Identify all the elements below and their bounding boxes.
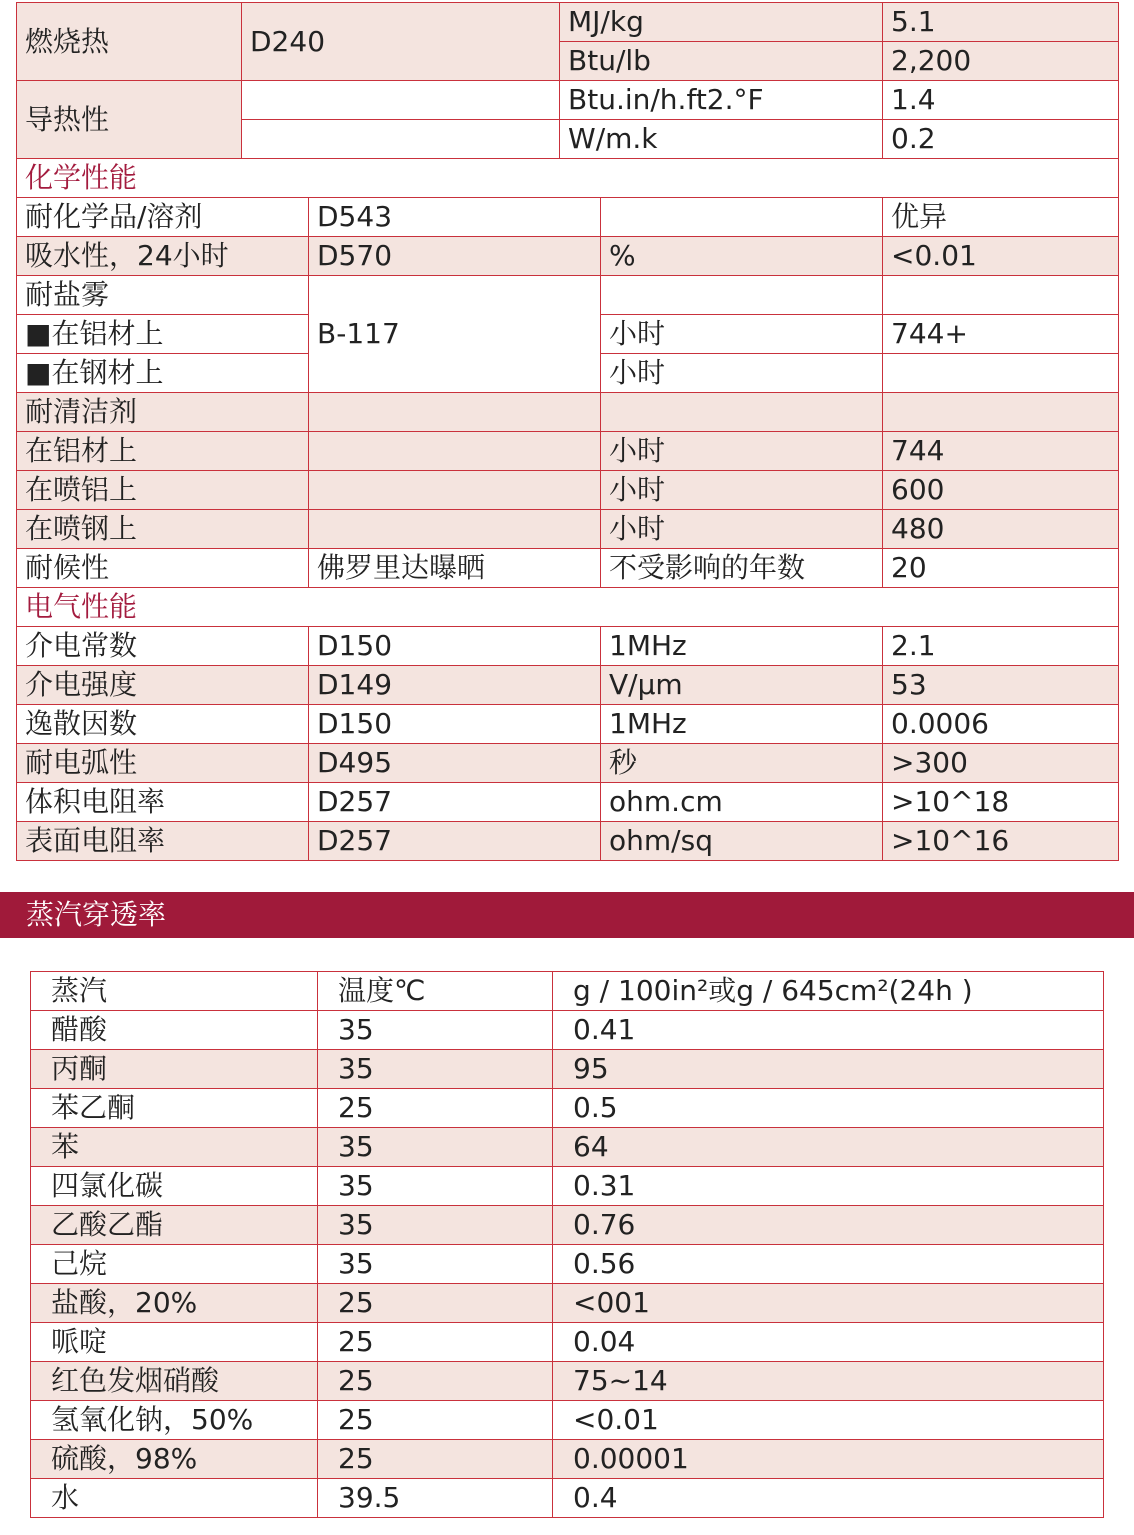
section-heading-chemical: 化学性能 (17, 159, 1119, 198)
row-label: 吸水性，24小时 (17, 237, 309, 276)
unit-cell: 小时 (601, 354, 883, 393)
value-cell (883, 354, 1119, 393)
properties-table (16, 2, 1119, 861)
rate-cell: 0.5 (553, 1089, 1104, 1128)
value-cell: 0.2 (883, 120, 1119, 159)
table-row (17, 471, 1119, 510)
unit-cell: 小时 (601, 510, 883, 549)
value-cell: >10^18 (883, 783, 1119, 822)
vapor-name-cell: 蒸汽 (31, 972, 318, 1011)
vapor-row (31, 1128, 1104, 1167)
method-cell: D495 (309, 744, 601, 783)
rate-cell: g / 100in²或g / 645cm²(24h ) (553, 972, 1104, 1011)
method-cell: D150 (309, 705, 601, 744)
value-cell: 0.0006 (883, 705, 1119, 744)
value-cell: 优异 (883, 198, 1119, 237)
table-row (17, 237, 1119, 276)
section-row (17, 588, 1119, 627)
table-row (17, 666, 1119, 705)
unit-cell (601, 276, 883, 315)
value-cell: <0.01 (883, 237, 1119, 276)
temperature-cell: 35 (318, 1128, 553, 1167)
table-row (17, 276, 1119, 315)
value-cell: 2,200 (883, 42, 1119, 81)
unit-cell: W/m.k (560, 120, 883, 159)
value-cell (883, 393, 1119, 432)
vapor-row (31, 1089, 1104, 1128)
temperature-cell: 25 (318, 1284, 553, 1323)
unit-cell: Btu/lb (560, 42, 883, 81)
unit-cell: 小时 (601, 471, 883, 510)
row-label: 导热性 (17, 81, 242, 159)
row-label: ■在钢材上 (17, 354, 309, 393)
row-label: 耐盐雾 (17, 276, 309, 315)
vapor-name-cell: 四氯化碳 (31, 1167, 318, 1206)
method-cell (242, 120, 560, 159)
value-cell: 5.1 (883, 3, 1119, 42)
unit-cell: 小时 (601, 432, 883, 471)
rate-cell: <001 (553, 1284, 1104, 1323)
table-row (17, 549, 1119, 588)
method-cell: B-117 (309, 276, 601, 393)
value-cell: 53 (883, 666, 1119, 705)
vapor-name-cell: 醋酸 (31, 1011, 318, 1050)
row-label: 介电常数 (17, 627, 309, 666)
vapor-row (31, 1401, 1104, 1440)
vapor-row (31, 1050, 1104, 1089)
value-cell: 744 (883, 432, 1119, 471)
row-label: 逸散因数 (17, 705, 309, 744)
row-label: 耐候性 (17, 549, 309, 588)
table-row (17, 705, 1119, 744)
vapor-row (31, 1245, 1104, 1284)
temperature-cell: 25 (318, 1362, 553, 1401)
vapor-table-body (31, 972, 1104, 1518)
vapor-name-cell: 氢氧化钠，50% (31, 1401, 318, 1440)
method-cell: D570 (309, 237, 601, 276)
unit-cell: MJ/kg (560, 3, 883, 42)
method-cell (309, 432, 601, 471)
temperature-cell: 39.5 (318, 1479, 553, 1518)
value-cell: 480 (883, 510, 1119, 549)
temperature-cell: 35 (318, 1167, 553, 1206)
table-row (17, 81, 1119, 120)
temperature-cell: 35 (318, 1050, 553, 1089)
section-row (17, 159, 1119, 198)
rate-cell: 75~14 (553, 1362, 1104, 1401)
method-cell: D240 (242, 3, 560, 81)
vapor-name-cell: 丙酮 (31, 1050, 318, 1089)
unit-cell: 1MHz (601, 627, 883, 666)
unit-cell (601, 198, 883, 237)
vapor-name-cell: 己烷 (31, 1245, 318, 1284)
method-cell (309, 510, 601, 549)
vapor-row (31, 1284, 1104, 1323)
rate-cell: 0.41 (553, 1011, 1104, 1050)
row-label: 耐化学品/溶剂 (17, 198, 309, 237)
value-cell: 600 (883, 471, 1119, 510)
rate-cell: 0.04 (553, 1323, 1104, 1362)
value-cell: 744+ (883, 315, 1119, 354)
unit-cell: 不受影响的年数 (601, 549, 883, 588)
row-label: 在喷钢上 (17, 510, 309, 549)
row-label: 体积电阻率 (17, 783, 309, 822)
temperature-cell: 温度℃ (318, 972, 553, 1011)
unit-cell: 小时 (601, 315, 883, 354)
row-label: 燃烧热 (17, 3, 242, 81)
unit-cell: V/μm (601, 666, 883, 705)
rate-cell: 64 (553, 1128, 1104, 1167)
unit-cell: ohm/sq (601, 822, 883, 861)
vapor-row (31, 1362, 1104, 1401)
value-cell (883, 276, 1119, 315)
value-cell: 1.4 (883, 81, 1119, 120)
vapor-row (31, 1167, 1104, 1206)
row-label: 介电强度 (17, 666, 309, 705)
vapor-name-cell: 苯乙酮 (31, 1089, 318, 1128)
temperature-cell: 25 (318, 1440, 553, 1479)
vapor-table (30, 971, 1104, 1518)
rate-cell: 0.56 (553, 1245, 1104, 1284)
row-label: 耐清洁剂 (17, 393, 309, 432)
table-row (17, 627, 1119, 666)
value-cell: >10^16 (883, 822, 1119, 861)
temperature-cell: 25 (318, 1089, 553, 1128)
row-label: 在铝材上 (17, 432, 309, 471)
method-cell: D149 (309, 666, 601, 705)
vapor-row (31, 1206, 1104, 1245)
table-row (17, 783, 1119, 822)
method-cell (242, 81, 560, 120)
row-label: 表面电阻率 (17, 822, 309, 861)
table-row (17, 432, 1119, 471)
unit-cell (601, 393, 883, 432)
vapor-name-cell: 硫酸，98% (31, 1440, 318, 1479)
table-row (17, 744, 1119, 783)
vapor-row (31, 1479, 1104, 1518)
vapor-name-cell: 苯 (31, 1128, 318, 1167)
value-cell: >300 (883, 744, 1119, 783)
unit-cell: % (601, 237, 883, 276)
table-row (17, 510, 1119, 549)
vapor-section-banner: 蒸汽穿透率 (0, 892, 1134, 938)
method-cell: D257 (309, 783, 601, 822)
vapor-name-cell: 盐酸，20% (31, 1284, 318, 1323)
method-cell: D543 (309, 198, 601, 237)
row-label: ■在铝材上 (17, 315, 309, 354)
rate-cell: <0.01 (553, 1401, 1104, 1440)
rate-cell: 0.00001 (553, 1440, 1104, 1479)
table-row (17, 3, 1119, 42)
table-row (17, 822, 1119, 861)
method-cell: 佛罗里达曝晒 (309, 549, 601, 588)
vapor-row (31, 1440, 1104, 1479)
method-cell (309, 393, 601, 432)
unit-cell: 1MHz (601, 705, 883, 744)
rate-cell: 95 (553, 1050, 1104, 1089)
unit-cell: ohm.cm (601, 783, 883, 822)
unit-cell: 秒 (601, 744, 883, 783)
vapor-name-cell: 哌啶 (31, 1323, 318, 1362)
table-row (17, 393, 1119, 432)
vapor-row (31, 1323, 1104, 1362)
rate-cell: 0.4 (553, 1479, 1104, 1518)
temperature-cell: 35 (318, 1245, 553, 1284)
temperature-cell: 25 (318, 1401, 553, 1440)
value-cell: 20 (883, 549, 1119, 588)
vapor-row (31, 972, 1104, 1011)
vapor-name-cell: 红色发烟硝酸 (31, 1362, 318, 1401)
method-cell (309, 471, 601, 510)
unit-cell: Btu.in/h.ft2.°F (560, 81, 883, 120)
row-label: 在喷铝上 (17, 471, 309, 510)
temperature-cell: 35 (318, 1206, 553, 1245)
row-label: 耐电弧性 (17, 744, 309, 783)
temperature-cell: 35 (318, 1011, 553, 1050)
vapor-name-cell: 水 (31, 1479, 318, 1518)
value-cell: 2.1 (883, 627, 1119, 666)
rate-cell: 0.31 (553, 1167, 1104, 1206)
vapor-row (31, 1011, 1104, 1050)
section-heading-electrical: 电气性能 (17, 588, 1119, 627)
vapor-name-cell: 乙酸乙酯 (31, 1206, 318, 1245)
method-cell: D257 (309, 822, 601, 861)
temperature-cell: 25 (318, 1323, 553, 1362)
method-cell: D150 (309, 627, 601, 666)
table-row (17, 198, 1119, 237)
rate-cell: 0.76 (553, 1206, 1104, 1245)
